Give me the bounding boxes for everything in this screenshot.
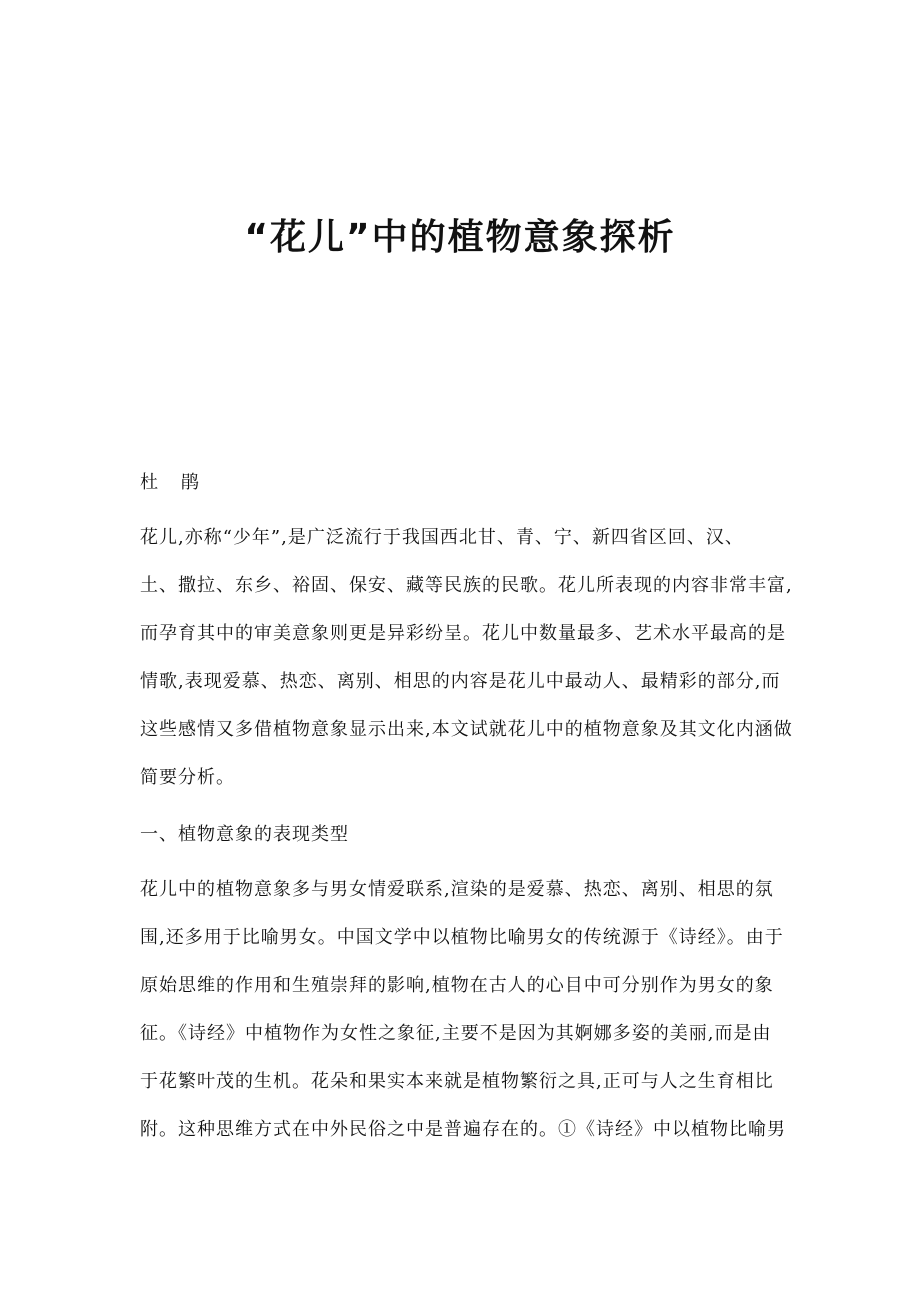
paragraph-line: 土、撒拉、东乡、裕固、保安、藏等民族的民歌。花儿所表现的内容非常丰富, [140, 575, 793, 596]
paragraph-line: 征。《诗经》中植物作为女性之象征,主要不是因为其婀娜多姿的美丽,而是由 [140, 1023, 772, 1044]
paragraph-line: 围,还多用于比喻男女。中国文学中以植物比喻男女的传统源于《诗经》。由于 [140, 927, 784, 948]
paragraph-line: 而孕育其中的审美意象则更是异彩纷呈。花儿中数量最多、艺术水平最高的是 [140, 623, 786, 644]
paragraph-line: 这些感情又多借植物意象显示出来,本文试就花儿中的植物意象及其文化内涵做 [140, 719, 793, 740]
paragraph-line: 于花繁叶茂的生机。花朵和果实本来就是植物繁衍之具,正可与人之生育相比 [140, 1071, 774, 1092]
paragraph-line: 简要分析。 [140, 767, 235, 788]
paragraph-line: 花儿中的植物意象多与男女情爱联系,渲染的是爱慕、热恋、离别、相思的氛 [140, 879, 774, 900]
author-family: 鹃 [181, 472, 200, 493]
author-name [140, 465, 200, 501]
paragraph-intro [140, 514, 793, 802]
author-given: 杜 [140, 472, 159, 493]
paragraph-section1 [140, 866, 785, 1154]
paragraph-line: 附。这种思维方式在中外民俗之中是普遍存在的。①《诗经》中以植物比喻男 [140, 1119, 786, 1140]
article-title: “花儿”中的植物意象探析 [244, 217, 676, 258]
paragraph-line: 原始思维的作用和生殖崇拜的影响,植物在古人的心目中可分别作为男女的象 [140, 975, 774, 996]
paragraph-line: 花儿,亦称“少年”,是广泛流行于我国西北甘、青、宁、新四省区回、汉、 [140, 527, 744, 548]
paragraph-line: 情歌,表现爱慕、热恋、离别、相思的内容是花儿中最动人、最精彩的部分,而 [140, 671, 781, 692]
section-heading: 一、植物意象的表现类型 [140, 824, 349, 845]
